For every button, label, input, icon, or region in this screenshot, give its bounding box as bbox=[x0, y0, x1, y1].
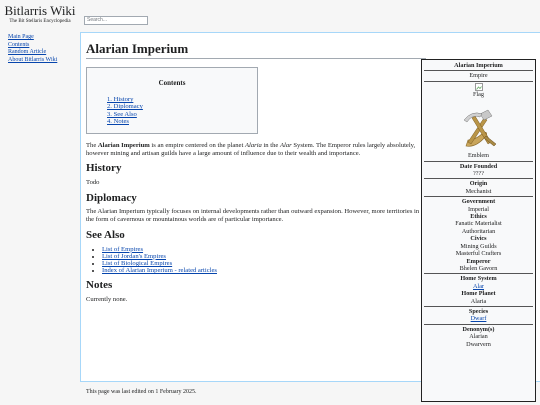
nav-random-article[interactable]: Random Article bbox=[8, 49, 47, 55]
home-planet-value: Alaria bbox=[470, 297, 487, 305]
intro-planet: Alaria bbox=[244, 142, 262, 149]
date-founded-label: Date Founded bbox=[459, 162, 498, 170]
article-body bbox=[86, 67, 420, 304]
species-link[interactable]: Dwarf bbox=[470, 315, 487, 323]
species-label: Species bbox=[468, 307, 489, 315]
section-notes-heading: Notes bbox=[86, 279, 113, 292]
demonym-label: Denonym(s) bbox=[462, 325, 495, 333]
see-also-link-index[interactable]: Index of Alarian Imperium - related articles bbox=[102, 267, 217, 275]
flag-caption: Flag bbox=[472, 90, 484, 98]
emperor-label: Emperor bbox=[466, 257, 491, 265]
infobox-type: Empire bbox=[469, 72, 488, 80]
section-history-heading: History bbox=[86, 162, 122, 175]
intro-paragraph: The Alarian Imperium is an empire centered on the planet Alaria in the Alar System. The Emperor rules largely absolutely, however mining and artisan guilds have a large amount of influence due to their wealth and importance. bbox=[86, 142, 416, 158]
home-system-link[interactable]: Alar bbox=[473, 282, 484, 290]
government-value: Imperial bbox=[468, 205, 489, 213]
site-logo[interactable] bbox=[0, 0, 80, 26]
civics-value: Masterful Crafters bbox=[455, 250, 502, 258]
infobox-title: Alarian Imperium bbox=[454, 62, 503, 69]
section-diplomacy-heading: Diplomacy bbox=[86, 191, 137, 204]
see-also-link-biological-empires[interactable]: List of Biological Empires bbox=[102, 260, 173, 268]
section-history-text: Todo bbox=[86, 178, 100, 186]
hammer-pickaxe-emblem-icon bbox=[454, 102, 504, 152]
see-also-list bbox=[86, 246, 420, 275]
intro-bold: Alarian Imperium bbox=[97, 142, 150, 149]
nav-main-page[interactable]: Main Page bbox=[8, 34, 34, 40]
origin-value: Mechanist bbox=[465, 187, 492, 195]
section-see-also-heading: See Also bbox=[86, 229, 125, 242]
ethics-label: Ethics bbox=[470, 213, 487, 221]
ethics-value: Authoritarian bbox=[461, 227, 496, 235]
page-footer: This page was last edited on 1 February 2025. bbox=[86, 389, 197, 395]
date-founded-value: ???? bbox=[473, 170, 484, 178]
toc-heading: Contents bbox=[158, 79, 186, 87]
origin-label: Origin bbox=[469, 180, 488, 188]
home-system-label: Home System bbox=[460, 275, 497, 283]
see-also-link-jordans-empires[interactable]: List of Jordan's Empires bbox=[102, 252, 167, 260]
search-input[interactable]: Search... bbox=[84, 16, 148, 25]
civics-value: Mining Guilds bbox=[460, 242, 497, 250]
flag-image bbox=[424, 83, 533, 91]
toc-item-notes[interactable]: 4. Notes bbox=[107, 117, 129, 125]
toc-item-diplomacy[interactable]: 2. Diplomacy bbox=[107, 103, 143, 111]
see-also-link-empires[interactable]: List of Empires bbox=[102, 245, 144, 253]
nav-about[interactable]: About Bitlarris Wiki bbox=[8, 56, 58, 63]
sidebar bbox=[0, 0, 80, 64]
demonym-value: Dwarvern bbox=[466, 340, 491, 348]
emblem-caption: Emblem bbox=[468, 152, 489, 160]
section-see-also bbox=[86, 231, 420, 274]
toc-list bbox=[97, 96, 247, 125]
civics-label: Civics bbox=[470, 235, 487, 243]
table-of-contents bbox=[86, 67, 258, 134]
section-diplomacy-text: The Alarian Imperium typically focuses on internal developments rather than outward expansion. However, more territories in the form of cavernous or mountainous worlds are of particular importance. bbox=[86, 208, 420, 224]
toc-item-history[interactable]: 1. History bbox=[107, 96, 134, 104]
ethics-value: Fanatic Materialist bbox=[455, 220, 502, 228]
site-title: Bitlarris Wiki bbox=[4, 3, 76, 18]
home-planet-label: Home Planet bbox=[461, 290, 496, 298]
nav-contents[interactable]: Contents bbox=[8, 41, 30, 48]
page-title: Alarian Imperium bbox=[86, 41, 426, 59]
infobox bbox=[421, 59, 536, 402]
sidebar-nav bbox=[0, 34, 80, 64]
toc-item-see-also[interactable]: 3. See Also bbox=[107, 110, 137, 118]
site-subtitle: The Bit Stellaris Encyclopedia bbox=[9, 19, 71, 24]
emperor-value: Bhelen Gavorn bbox=[459, 264, 498, 272]
government-label: Government bbox=[461, 198, 496, 206]
section-notes-text: Currently none. bbox=[86, 295, 128, 303]
demonym-value: Alarian bbox=[469, 333, 488, 341]
intro-system: Alar bbox=[279, 142, 292, 149]
broken-image-icon bbox=[475, 83, 483, 91]
